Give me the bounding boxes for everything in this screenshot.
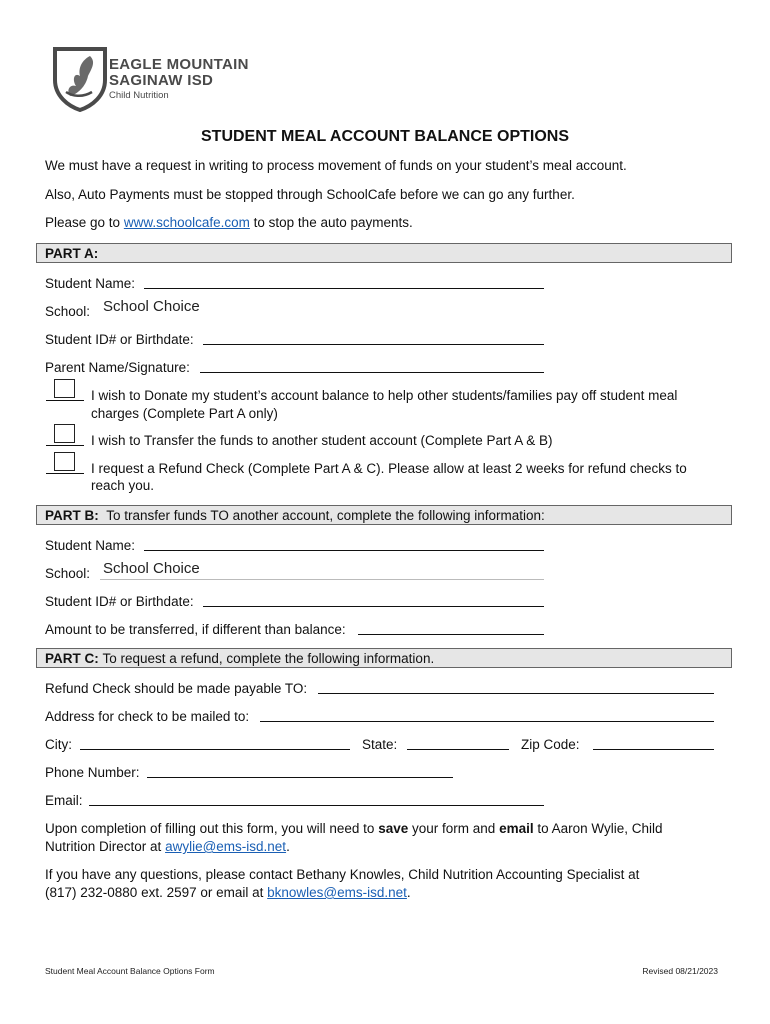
closing-p1-line2 <box>45 839 290 854</box>
bknowles-email-link[interactable]: bknowles@ems-isd.net <box>267 885 407 900</box>
closing-p1-line1 <box>45 821 663 836</box>
part-b-header <box>36 505 732 525</box>
part-b-title: PART B: <box>45 508 99 523</box>
address-label: Address for check to be mailed to: <box>45 709 250 724</box>
payable-label: Refund Check should be made payable TO: <box>45 681 308 696</box>
part-c-desc: To request a refund, complete the following information. <box>102 651 435 666</box>
closing-p2-end: . <box>406 885 411 900</box>
part-b-amount-field[interactable] <box>358 634 544 635</box>
part-a-parent-field[interactable] <box>200 372 544 373</box>
intro-p2: Also, Auto Payments must be stopped through SchoolCafe before we can go any further. <box>45 187 575 202</box>
part-a-id-label: Student ID# or Birthdate: <box>45 332 194 347</box>
logo-line2: SAGINAW ISD <box>109 72 214 89</box>
closing-p2-line2-text: (817) 232-0880 ext. 2597 or email at <box>45 885 264 900</box>
closing-p1-b: your form and <box>412 821 496 836</box>
footer-revised: Revised 08/21/2023 <box>642 966 718 976</box>
option3-text1: I request a Refund Check (Complete Part A & C). Please allow at least 2 weeks for refund checks to <box>91 461 687 476</box>
part-a-student-name-field[interactable] <box>144 288 544 289</box>
part-b-amount-label: Amount to be transferred, if different than balance: <box>45 622 346 637</box>
part-c-header <box>36 648 732 668</box>
part-b-id-label: Student ID# or Birthdate: <box>45 594 194 609</box>
donate-checkbox[interactable] <box>54 379 75 398</box>
closing-p1-end: . <box>286 839 290 854</box>
transfer-checkbox[interactable] <box>54 424 75 443</box>
option1-line <box>46 400 84 401</box>
zip-field[interactable] <box>593 749 714 750</box>
phone-label: Phone Number: <box>45 765 140 780</box>
part-c-title: PART C: <box>45 651 99 666</box>
part-b-desc: To transfer funds TO another account, complete the following information: <box>106 508 545 523</box>
part-b-student-name-field[interactable] <box>144 550 544 551</box>
refund-checkbox[interactable] <box>54 452 75 471</box>
part-a-title: PART A: <box>45 246 99 261</box>
schoolcafe-link[interactable]: www.schoolcafe.com <box>123 215 250 230</box>
option2-line <box>46 445 84 446</box>
page-title: STUDENT MEAL ACCOUNT BALANCE OPTIONS <box>201 128 569 145</box>
part-a-student-name-label: Student Name: <box>45 276 136 291</box>
eagle-shield-icon <box>52 46 108 112</box>
email-field[interactable] <box>89 805 544 806</box>
part-a-school-select[interactable]: School Choice <box>103 298 200 315</box>
part-a-parent-label: Parent Name/Signature: <box>45 360 190 375</box>
email-label: Email: <box>45 793 83 808</box>
footer-form-name: Student Meal Account Balance Options Form <box>45 966 215 976</box>
phone-field[interactable] <box>147 777 453 778</box>
option3-line <box>46 473 84 474</box>
logo-line3: Child Nutrition <box>109 90 169 101</box>
closing-p1-line2-text: Nutrition Director at <box>45 839 162 854</box>
logo <box>52 46 272 114</box>
city-label: City: <box>45 737 72 752</box>
part-b-school-label: School: <box>45 566 91 581</box>
awylie-email-link[interactable]: awylie@ems-isd.net <box>165 839 287 854</box>
city-field[interactable] <box>80 749 350 750</box>
part-b-student-name-label: Student Name: <box>45 538 136 553</box>
part-a-school-label: School: <box>45 304 91 319</box>
intro-p3 <box>45 215 413 230</box>
intro-p3-before: Please go to <box>45 215 121 230</box>
option1-text1: I wish to Donate my student’s account balance to help other students/families pay off student meal <box>91 388 678 403</box>
option3-text2: reach you. <box>91 478 155 493</box>
part-b-school-underline <box>100 579 544 580</box>
closing-p2-line2 <box>45 885 411 900</box>
state-field[interactable] <box>407 749 509 750</box>
state-label: State: <box>362 737 398 752</box>
option2-text: I wish to Transfer the funds to another student account (Complete Part A & B) <box>91 433 553 448</box>
logo-line1: EAGLE MOUNTAIN <box>109 56 249 73</box>
option1-text2: charges (Complete Part A only) <box>91 406 278 421</box>
part-b-id-field[interactable] <box>203 606 544 607</box>
part-a-header <box>36 243 732 263</box>
closing-save: save <box>378 821 409 836</box>
closing-p1-a: Upon completion of filling out this form, you will need to <box>45 821 375 836</box>
intro-p3-after: to stop the auto payments. <box>253 215 413 230</box>
address-field[interactable] <box>260 721 714 722</box>
payable-field[interactable] <box>318 693 714 694</box>
closing-p2-line1: If you have any questions, please contact Bethany Knowles, Child Nutrition Accounting Specialist at <box>45 867 640 882</box>
part-a-id-field[interactable] <box>203 344 544 345</box>
intro-p1: We must have a request in writing to process movement of funds on your student’s meal account. <box>45 158 627 173</box>
closing-p1-c: to Aaron Wylie, Child <box>537 821 663 836</box>
part-b-school-select[interactable]: School Choice <box>103 560 200 577</box>
zip-label: Zip Code: <box>521 737 580 752</box>
closing-email: email <box>499 821 534 836</box>
